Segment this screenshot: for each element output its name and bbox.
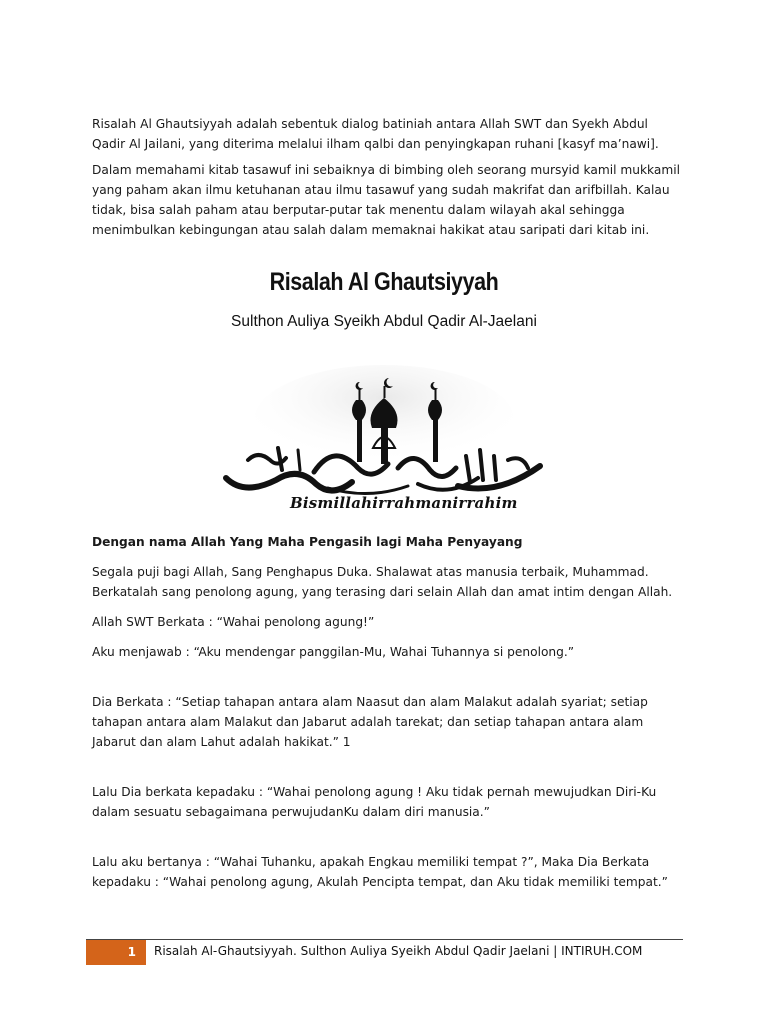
body-heading: Dengan nama Allah Yang Maha Pengasih lagi Maha Penyayang [92, 535, 523, 549]
footer-divider [86, 939, 683, 940]
intro-paragraph-1: Risalah Al Ghautsiyyah adalah sebentuk dialog batiniah antara Allah SWT dan Syekh Abdul Qadir Al Jailani, yang diterima melalui ilham qalbi dan penyingkapan ruhani [kasyf ma’nawi]. [92, 117, 659, 151]
body-paragraph-6: Lalu aku bertanya : “Wahai Tuhanku, apakah Engkau memiliki tempat ?”, Maka Dia Berkata kepadaku : “Wahai penolong agung, Akulah Pencipta tempat, dan Aku tidak memiliki tempat.” [92, 855, 668, 889]
document-title: Risalah Al Ghautsiyyah [269, 268, 499, 296]
footer-page-number: 1 [86, 940, 146, 965]
body-paragraph-5: Lalu Dia berkata kepadaku : “Wahai penolong agung ! Aku tidak pernah mewujudkan Diri-Ku dalam sesuatu sebagaimana perwujudanKu dalam diri manusia.” [92, 785, 657, 819]
footer-text: Risalah Al-Ghautsiyyah. Sulthon Auliya Syeikh Abdul Qadir Jaelani | INTIRUH.COM [154, 944, 643, 958]
intro-section [92, 114, 684, 240]
intro-paragraph-2: Dalam memahami kitab tasawuf ini sebaiknya di bimbing oleh seorang mursyid kamil mukkamil yang paham akan ilmu ketuhanan atau ilmu tasawuf yang sudah makrifat dan arifbillah. Kalau tidak, bisa salah paham atau berputar-putar tak menentu dalam wilayah akal sehingga menimbulkan kebingungan atau salah dalam memaknai hakikat atau saripati dari kitab ini. [92, 163, 680, 237]
body-paragraph-2: Allah SWT Berkata : “Wahai penolong agung!” [92, 615, 375, 629]
calligraphy-caption: Bismillahirrahmanirrahim [290, 494, 518, 512]
body-paragraph-4: Dia Berkata : “Setiap tahapan antara alam Naasut dan alam Malakut adalah syariat; setiap tahapan antara alam Malakut dan Jabarut adalah tarekat; dan setiap tahapan antara alam Jabarut dan alam Lahut adalah hakikat.” 1 [92, 695, 648, 749]
document-subtitle: Sulthon Auliya Syeikh Abdul Qadir Al-Jaelani [231, 313, 537, 330]
body-paragraph-1: Segala puji bagi Allah, Sang Penghapus Duka. Shalawat atas manusia terbaik, Muhammad. Berkatalah sang penolong agung, yang terasing dari selain Allah dan amat intim dengan Allah. [92, 565, 673, 599]
body-section [92, 532, 684, 892]
body-paragraph-3: Aku menjawab : “Aku mendengar panggilan-Mu, Wahai Tuhannya si penolong.” [92, 645, 575, 659]
